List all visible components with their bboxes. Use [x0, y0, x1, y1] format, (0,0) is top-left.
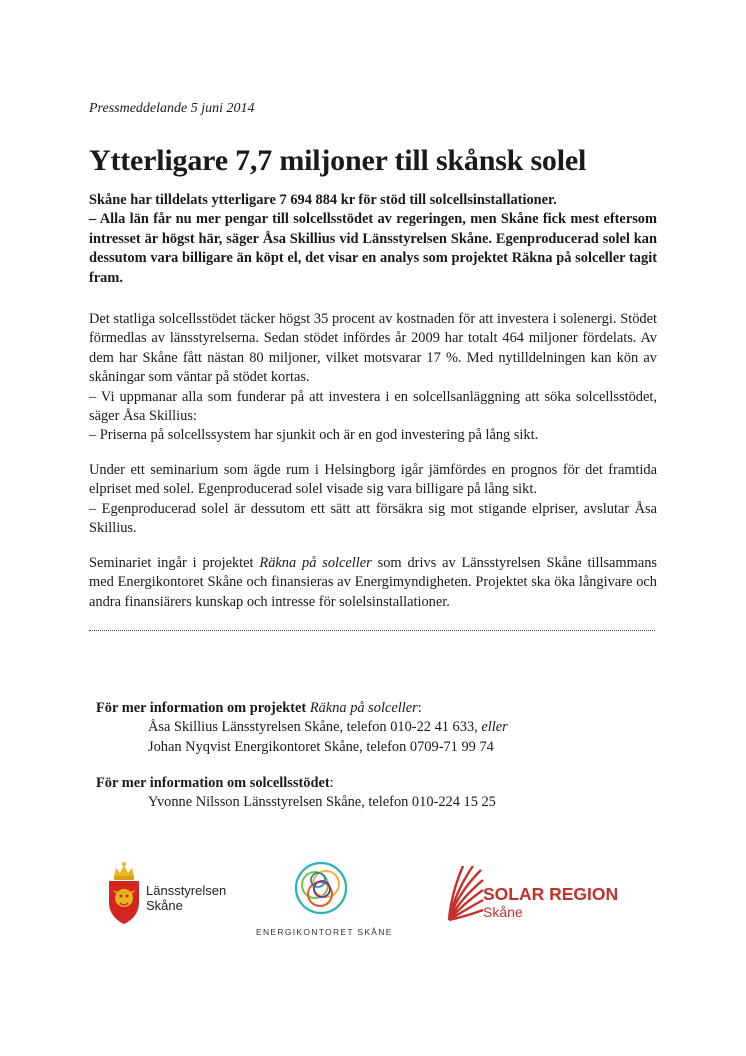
- contact-heading-project: Räkna på solceller: [309, 700, 418, 716]
- contact-heading-colon: :: [417, 700, 422, 716]
- energikontoret-circles-icon: [291, 858, 351, 918]
- contact-block-support: [96, 774, 496, 813]
- lansstyrelsen-name: Länsstyrelsen: [146, 883, 227, 898]
- contact-line: [96, 718, 508, 737]
- body-quote: – Egenproducerad solel är dessutom ett sätt att försäkra sig mot stigande elpriser, avslutar Åsa Skillius.: [89, 500, 657, 537]
- body-text: Seminariet ingår i projektet: [89, 555, 260, 571]
- solar-region-subtitle: Skåne: [483, 904, 523, 920]
- lansstyrelsen-region: Skåne: [146, 898, 183, 913]
- body-section-3: [89, 554, 657, 612]
- logo-row: [0, 850, 746, 940]
- dateline: Pressmeddelande 5 juni 2014: [89, 101, 255, 116]
- contact-heading-text: För mer information om projektet: [96, 700, 310, 716]
- body-section-1: [89, 310, 657, 446]
- contact-line: Yvonne Nilsson Länsstyrelsen Skåne, telefon 010-224 15 25: [148, 794, 496, 811]
- contact-heading: [96, 774, 496, 793]
- lead-line: Skåne har tilldelats ytterligare 7 694 884 kr för stöd till solcellsinstallationer.: [89, 192, 557, 208]
- lansstyrelsen-crest-icon: [106, 860, 142, 926]
- contact-heading-text: För mer information om solcellsstödet: [96, 775, 330, 791]
- lansstyrelsen-wordmark: [146, 883, 226, 913]
- contact-heading: [96, 699, 508, 718]
- lead-paragraph: [89, 191, 657, 288]
- body-section-2: [89, 461, 657, 539]
- body-paragraph: [89, 554, 657, 612]
- contact-line: Johan Nyqvist Energikontoret Skåne, telefon 0709-71 99 74: [148, 738, 494, 755]
- body-paragraph: Det statliga solcellsstödet täcker högst 35 procent av kostnaden för att investera i solenergi. Stödet förmedlas av länsstyrelserna. Sedan stödet infördes år 2009 har totalt 464 miljoner fördelats. Av dem har Skåne fått nästan 80 miljoner, vilket motsvarar 17 %. Med nytilldelningen kan kön av skåningar som väntar på stödet kortas.: [89, 311, 657, 386]
- lansstyrelsen-logo: [106, 860, 227, 931]
- body-quote: – Vi uppmanar alla som funderar på att investera i en solcellsanläggning att söka solcellsstödet, säger Åsa Skillius:: [89, 388, 657, 425]
- solar-region-rays-icon: [445, 864, 485, 924]
- body-text: som drivs av Länsstyrelsen Skåne tillsammans med Energikontoret Skåne och finansieras av Energimyndigheten. Projektet ska öka långivare och andra finansiärers kunskap och intresse för solelsinstallationer.: [89, 555, 658, 610]
- contact-block-project: [96, 699, 508, 757]
- lead-quote: – Alla län får nu mer pengar till solcellsstödet av regeringen, men Skåne fick mest eftersom intresset är högst här, säger Åsa Skillius vid Länsstyrelsen Skåne. Egenproducerad solel kan dessutom vara billigare än köpt el, det visar en analys som projektet Räkna på solceller tagit fram.: [89, 211, 657, 286]
- dotted-divider: [89, 630, 655, 631]
- contact-text: Åsa Skillius Länsstyrelsen Skåne, telefon 010-22 41 633,: [148, 719, 482, 736]
- solar-region-logo: [445, 864, 619, 929]
- project-name: Räkna på solceller: [259, 555, 372, 571]
- energikontoret-logo: [256, 858, 393, 937]
- energikontoret-wordmark: ENERGIKONTORET SKÅNE: [256, 927, 393, 937]
- solar-region-title: SOLAR REGION: [483, 884, 619, 904]
- page-title: Ytterligare 7,7 miljoner till skånsk solel: [89, 144, 587, 177]
- contact-or: eller: [481, 719, 508, 736]
- contact-heading-colon: :: [329, 775, 334, 791]
- body-quote: – Priserna på solcellssystem har sjunkit och är en god investering på lång sikt.: [89, 427, 539, 444]
- body-paragraph: Under ett seminarium som ägde rum i Helsingborg igår jämfördes en prognos för det framtida elpriset med solel. Egenproducerad solel visade sig vara billigare på lång sikt.: [89, 462, 657, 498]
